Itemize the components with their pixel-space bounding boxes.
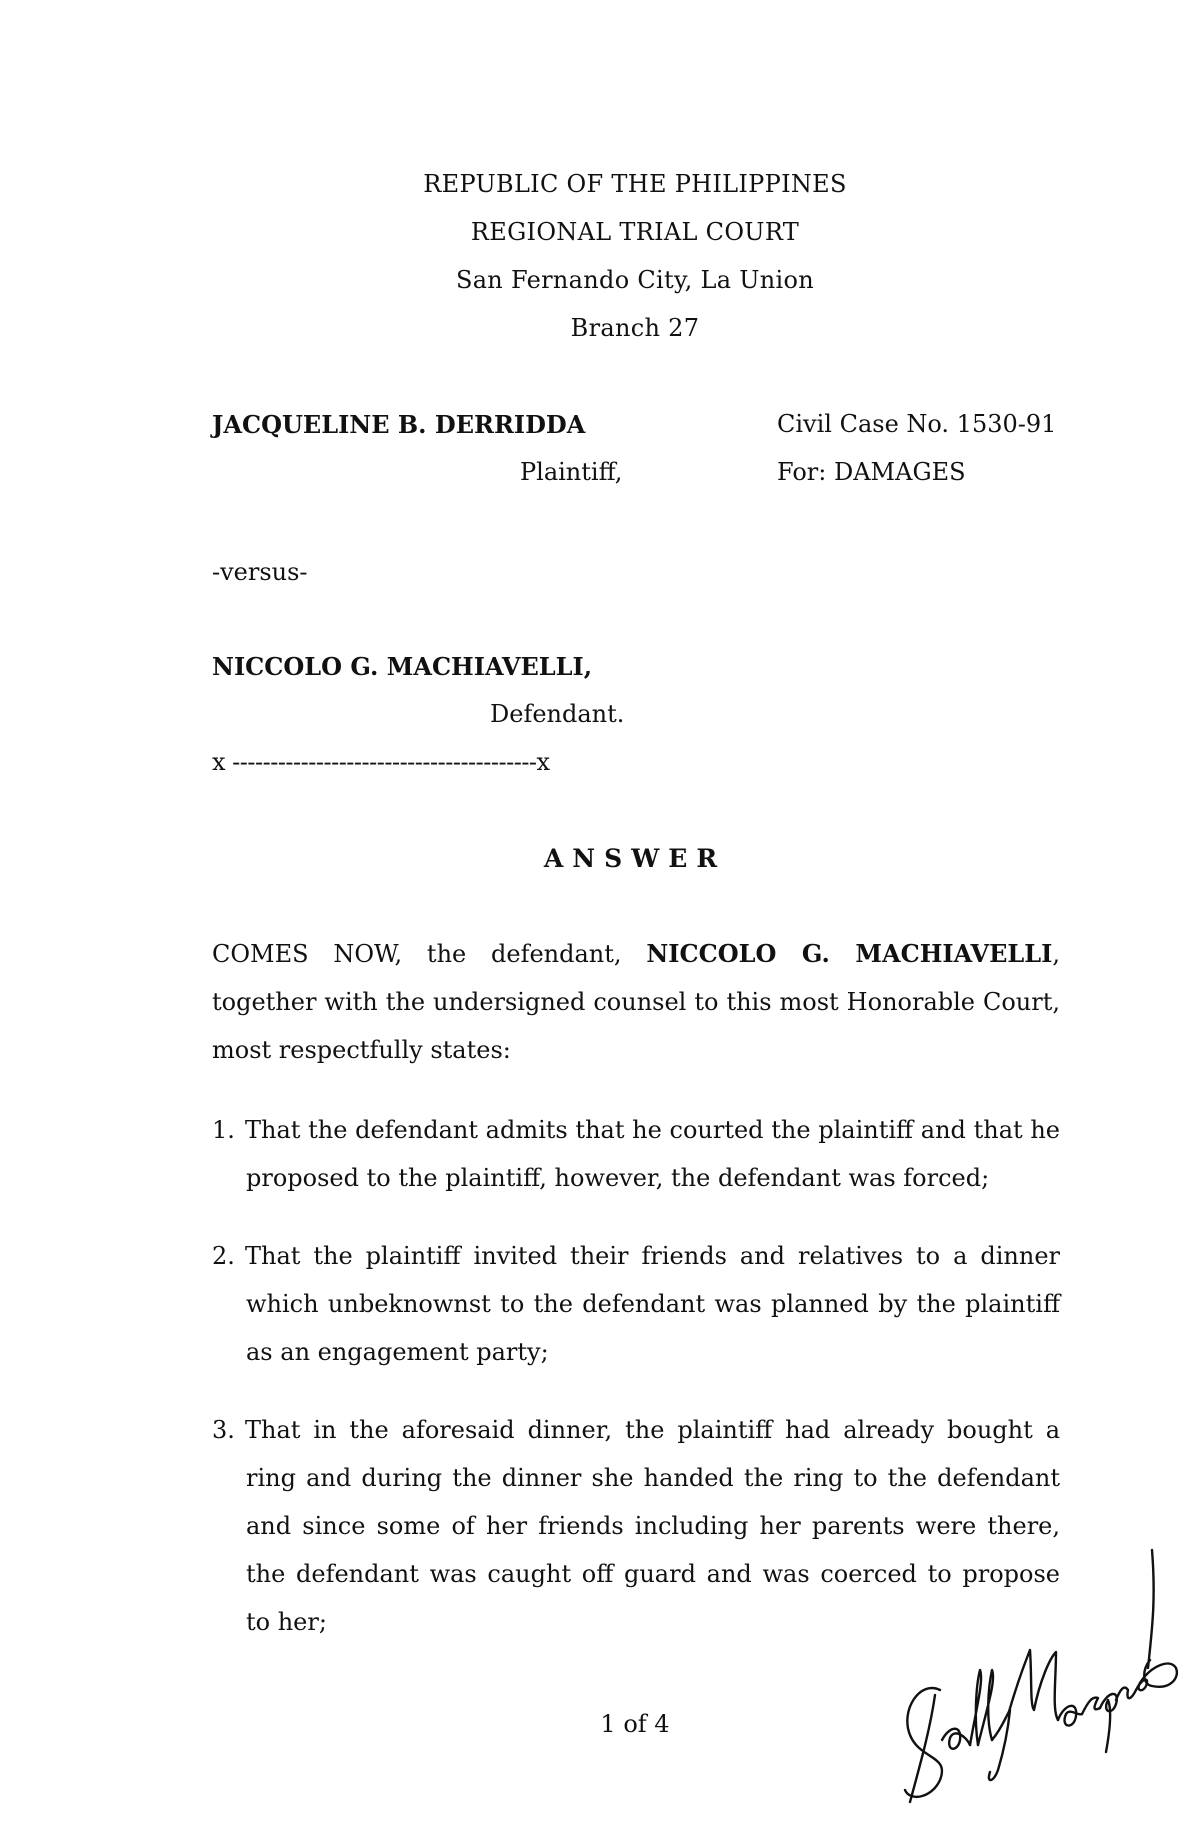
header-branch: Branch 27 <box>570 314 700 342</box>
defendant-role: Defendant. <box>490 700 625 728</box>
defendant-name: NICCOLO G. MACHIAVELLI, <box>212 652 593 681</box>
item-number: 3. <box>212 1416 235 1444</box>
item-text: That in the aforesaid dinner, the plaintiff had already bought a ring and during the dinner she handed the ring to the defendant and since some of her friends including her parents were there, the defendant was caught off guard and was coerced to propose to her; <box>245 1416 1060 1636</box>
list-item <box>212 1106 1060 1202</box>
intro-paragraph <box>212 930 1060 1074</box>
intro-defendant: NICCOLO G. MACHIAVELLI <box>646 939 1053 968</box>
list-item <box>212 1232 1060 1376</box>
item-number: 2. <box>212 1242 235 1270</box>
case-for: For: DAMAGES <box>777 458 966 486</box>
intro-part1: COMES NOW, the defendant, <box>212 940 647 968</box>
plaintiff-name: JACQUELINE B. DERRIDDA <box>212 410 586 439</box>
header-city: San Fernando City, La Union <box>455 266 815 294</box>
plaintiff-role: Plaintiff, <box>520 458 623 486</box>
intro-part2: , together with the undersigned counsel to this most Honorable Court, most respectfully states: <box>212 940 1061 1064</box>
page-number: 1 of 4 <box>600 1710 670 1738</box>
caption-separator: x ----------------------------------------x <box>212 748 550 776</box>
header-republic: REPUBLIC OF THE PHILIPPINES <box>423 170 847 198</box>
case-number: Civil Case No. 1530-91 <box>777 410 1057 438</box>
item-text: That the plaintiff invited their friends and relatives to a dinner which unbeknownst to the defendant was planned by the plaintiff as an engagement party; <box>245 1242 1060 1366</box>
item-text: That the defendant admits that he courted the plaintiff and that he proposed to the plaintiff, however, the defendant was forced; <box>245 1116 1060 1192</box>
item-number: 1. <box>212 1116 235 1144</box>
document-title: ANSWER <box>543 844 727 873</box>
signature-image <box>880 1540 1180 1814</box>
versus-label: -versus- <box>212 558 308 586</box>
header-court: REGIONAL TRIAL COURT <box>470 218 800 246</box>
